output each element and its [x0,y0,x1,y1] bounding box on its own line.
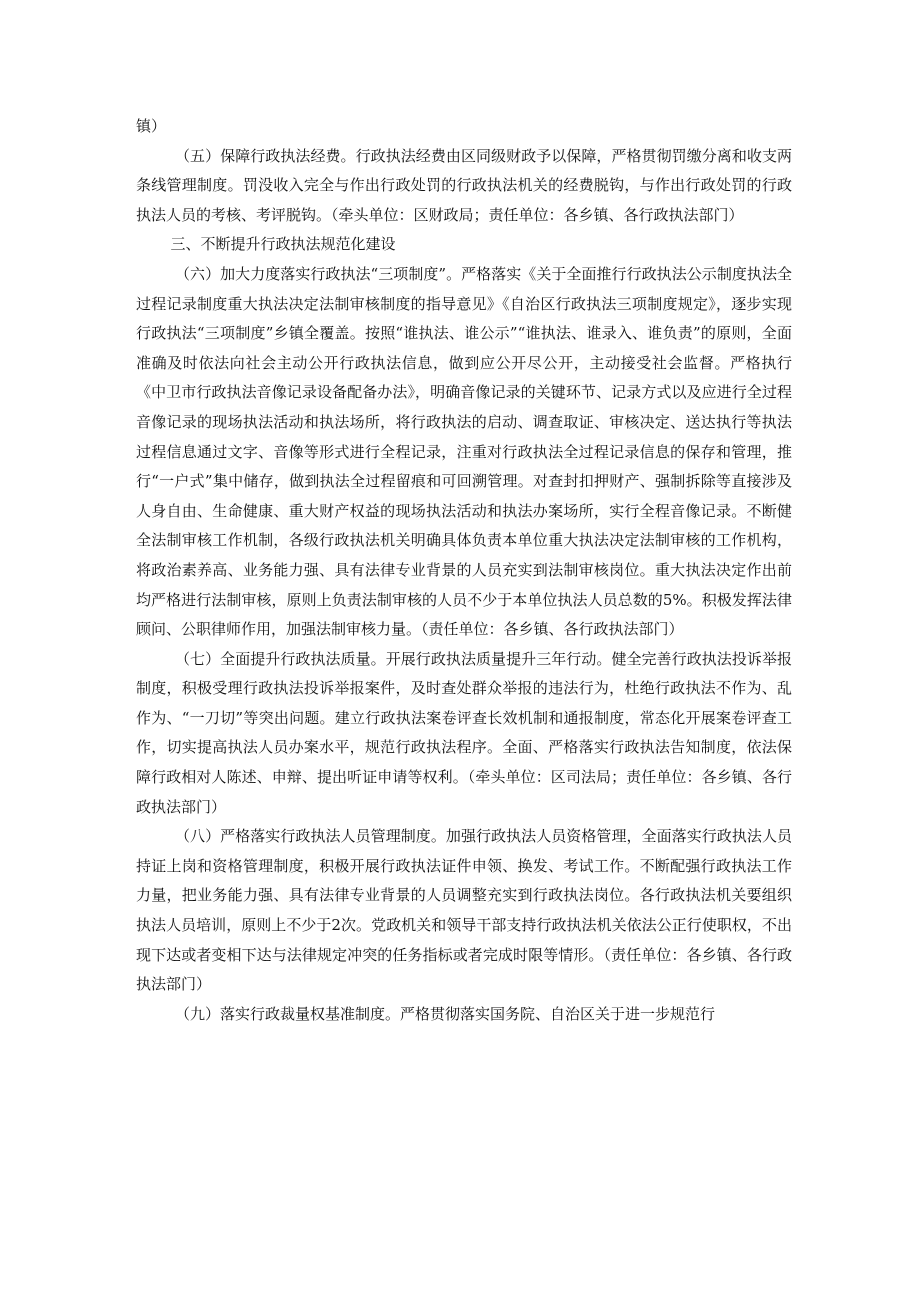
document-body [136,112,792,1029]
paragraph-continuation: 镇） [136,117,167,135]
paragraph-section-5: （五）保障行政执法经费。行政执法经费由区同级财政予以保障，严格贯彻罚缴分离和收支两条线管理制度。罚没收入完全与作出行政处罚的行政执法机关的经费脱钩，与作出行政处罚的行政执法人员的考核、考评脱钩。（牵头单位：区财政局；责任单位：各乡镇、各行政执法部门） [136,146,792,224]
paragraph-section-7: （七）全面提升行政执法质量。开展行政执法质量提升三年行动。健全完善行政执法投诉举报制度，积极受理行政执法投诉举报案件，及时查处群众举报的违法行为，杜绝行政执法不作为、乱作为、“一刀切”等突出问题。建立行政执法案卷评查长效机制和通报制度，常态化开展案卷评查工作，切实提高执法人员办案水平，规范行政执法程序。全面、严格落实行政执法告知制度，依法保障行政相对人陈述、申辩、提出听证申请等权利。（牵头单位：区司法局；责任单位：各乡镇、各行政执法部门） [136,649,792,816]
paragraph-section-6: （六）加大力度落实行政执法“三项制度”。严格落实《关于全面推行行政执法公示制度执法全过程记录制度重大执法决定法制审核制度的指导意见》《自治区行政执法三项制度规定》，逐步实现行政执法“三项制度”乡镇全覆盖。按照“谁执法、谁公示”“谁执法、谁录入、谁负责”的原则，全面准确及时依法向社会主动公开行政执法信息，做到应公开尽公开，主动接受社会监督。严格执行《中卫市行政执法音像记录设备配备办法》，明确音像记录的关键环节、记录方式以及应进行全过程音像记录的现场执法活动和执法场所，将行政执法的启动、调查取证、审核决定、送达执行等执法过程信息通过文字、音像等形式进行全程记录，注重对行政执法全过程记录信息的保存和管理，推行“一户式”集中储存，做到执法全过程留痕和可回溯管理。对查封扣押财产、强制拆除等直接涉及人身自由、生命健康、重大财产权益的现场执法活动和执法办案场所，实行全程音像记录。不断健全法制审核工作机制，各级行政执法机关明确具体负责本单位重大执法决定法制审核的工作机构，将政治素养高、业务能力强、具有法律专业背景的人员充实到法制审核岗位。重大执法决定作出前均严格进行法制审核，原则上负责法制审核的人员不少于本单位执法人员总数的5%。积极发挥法律顾问、公职律师作用，加强法制审核力量。（责任单位：各乡镇、各行政执法部门） [136,264,792,639]
paragraph-section-8: （八）严格落实行政执法人员管理制度。加强行政执法人员资格管理，全面落实行政执法人员持证上岗和资格管理制度，积极开展行政执法证件申领、换发、考试工作。不断配强行政执法工作力量，把业务能力强、具有法律专业背景的人员调整充实到行政执法岗位。各行政执法机关要组织执法人员培训，原则上不少于2次。党政机关和领导干部支持行政执法机关依法公正行使职权，不出现下达或者变相下达与法律规定冲突的任务指标或者完成时限等情形。（责任单位：各乡镇、各行政执法部门） [136,827,792,994]
paragraph-section-9: （九）落实行政裁量权基准制度。严格贯彻落实国务院、自治区关于进一步规范行 [175,1004,716,1023]
section-heading-3: 三、不断提升行政执法规范化建设 [170,235,396,254]
